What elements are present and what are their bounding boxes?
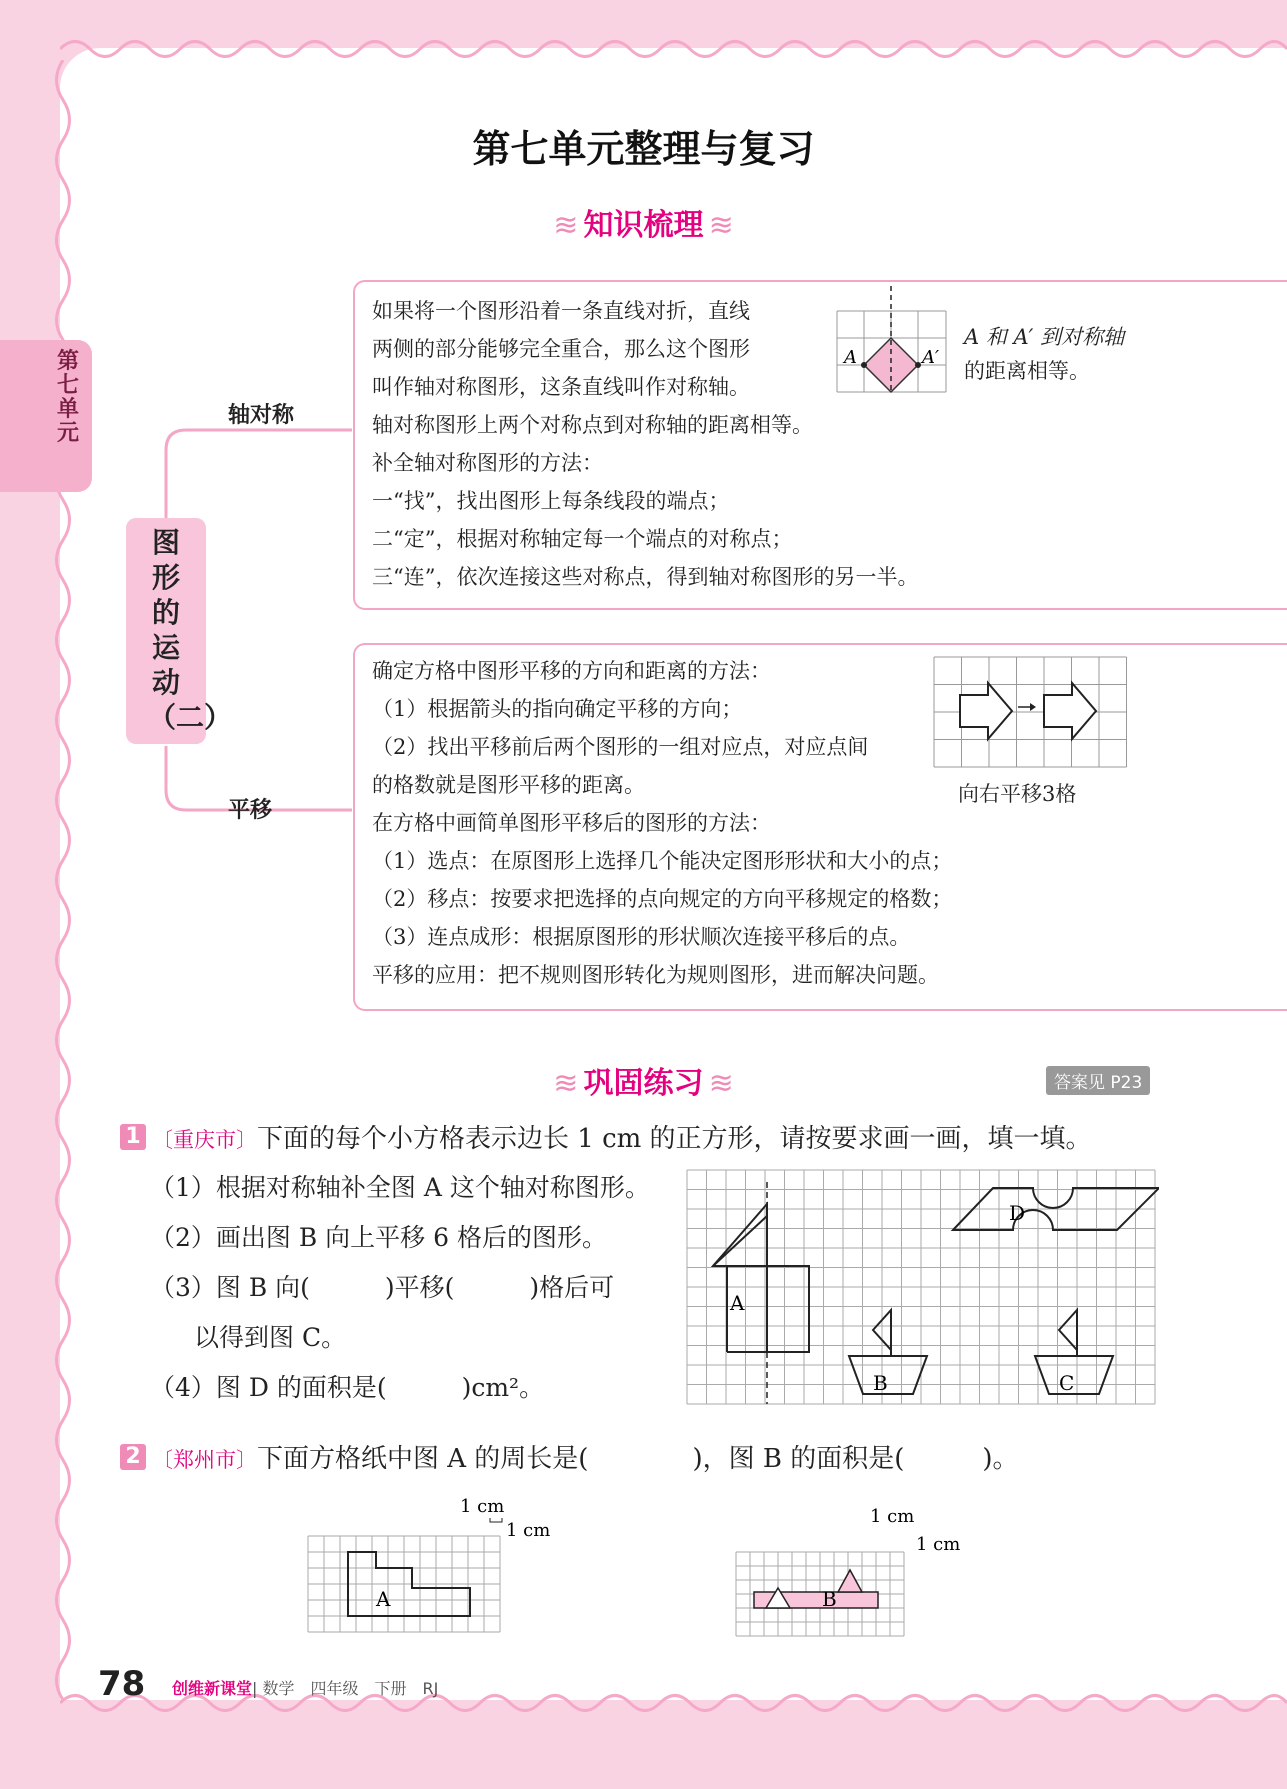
- footer-brand: 创维新课堂: [172, 1679, 253, 1698]
- question-1-number: 1: [120, 1124, 146, 1150]
- kline: （3）连点成形：根据原图形的形状顺次连接平移后的点。: [372, 925, 911, 949]
- q1-sub-4: （4）图 D 的面积是( )cm²。: [150, 1373, 545, 1402]
- q1-sub-1: （1）根据对称轴补全图 A 这个轴对称图形。: [150, 1173, 650, 1202]
- kline: 确定方格中图形平移的方向和距离的方法：: [372, 659, 771, 683]
- kline: 轴对称图形上两个对称点到对称轴的距离相等。: [372, 413, 813, 437]
- question-2-text: 下面方格纸中图 A 的周长是( )，图 B 的面积是( )。: [257, 1444, 1019, 1474]
- q2-grid-b: [730, 1504, 1000, 1642]
- kline: （1）根据箭头的指向确定平移的方向；: [372, 697, 743, 721]
- question-1-city: 〔重庆市〕: [152, 1128, 257, 1152]
- wavy-border-top: [60, 34, 1287, 64]
- unit-side-tab-label: 第七单元: [56, 349, 79, 446]
- kline: 叫作轴对称图形，这条直线叫作对称轴。: [372, 375, 750, 399]
- translation-caption: 向右平移3格: [958, 782, 1077, 806]
- translation-text: [372, 652, 952, 994]
- kline: 平移的应用：把不规则图形转化为规则图形，进而解决问题。: [372, 963, 939, 987]
- q1-figure-a-label: A: [730, 1291, 745, 1315]
- kline: 二“定”，根据对称轴定每一个端点的对称点；: [372, 527, 793, 551]
- branch-axis-label: 轴对称: [228, 403, 295, 428]
- wavy-border-left: [50, 60, 76, 1700]
- q2-unit-side-b: 1 cm: [916, 1534, 961, 1555]
- mindmap-center-label: [126, 525, 233, 735]
- answer-reference-badge: 答案见 P23: [1046, 1066, 1150, 1095]
- practice-heading-label: 巩固练习: [583, 1066, 704, 1101]
- wave-icon: ≋: [708, 1066, 734, 1101]
- wave-icon: ≋: [553, 208, 579, 243]
- kline: 两侧的部分能够完全重合，那么这个图形: [372, 337, 750, 361]
- page-title: 第七单元整理与复习: [472, 127, 815, 171]
- knowledge-heading: [0, 200, 1287, 244]
- q1-figure-d-label: D: [1009, 1201, 1026, 1225]
- kline: 如果将一个图形沿着一条直线对折，直线: [372, 299, 750, 323]
- question-1-stem: [152, 1118, 1092, 1155]
- mindmap-center-text: 图形的运动（二）: [148, 526, 233, 734]
- q2-unit-top-b: 1 cm: [870, 1506, 915, 1527]
- symmetry-note-1: A 和 A′ 到对称轴: [964, 325, 1125, 349]
- branch-translate-label: 平移: [228, 798, 273, 823]
- q2-unit-side-a: 1 cm: [506, 1520, 551, 1541]
- question-2-city: 〔郑州市〕: [152, 1448, 257, 1472]
- page-number: 78: [98, 1664, 146, 1704]
- kline: （1）选点：在原图形上选择几个能决定图形形状和大小的点；: [372, 849, 953, 873]
- q2-figure-b-label: B: [822, 1587, 837, 1611]
- translation-figure: [932, 655, 1128, 771]
- q2-grid-a: [300, 1492, 570, 1642]
- q1-figure-b-label: B: [873, 1371, 888, 1395]
- knowledge-heading-label: 知识梳理: [583, 208, 704, 243]
- point-a-label: A: [844, 347, 857, 368]
- kline: 补全轴对称图形的方法：: [372, 451, 603, 475]
- kline: （2）找出平移前后两个图形的一组对应点，对应点间: [372, 735, 869, 759]
- q1-sub-2: （2）画出图 B 向上平移 6 格后的图形。: [150, 1223, 607, 1252]
- footer-info: [172, 1676, 438, 1699]
- q2-figure-a-label: A: [376, 1587, 391, 1611]
- kline: （2）移点：按要求把选择的点向规定的方向平移规定的格数；: [372, 887, 953, 911]
- question-1-text: 下面的每个小方格表示边长 1 cm 的正方形，请按要求画一画，填一填。: [257, 1124, 1092, 1154]
- wave-icon: ≋: [708, 208, 734, 243]
- wave-icon: ≋: [553, 1066, 579, 1101]
- footer-meta: | 数学 四年级 下册 RJ: [252, 1679, 439, 1698]
- kline: 三“连”，依次连接这些对称点，得到轴对称图形的另一半。: [372, 565, 919, 589]
- kline: 的格数就是图形平移的距离。: [372, 773, 645, 797]
- symmetry-note-2: 的距离相等。: [964, 359, 1090, 383]
- question-2-stem: [152, 1438, 1019, 1475]
- point-a-prime-label: A′: [922, 347, 940, 368]
- question-1-subs: [150, 1163, 650, 1413]
- q1-sub-3b: 以得到图 C。: [194, 1323, 347, 1352]
- q1-figure-c-label: C: [1059, 1371, 1075, 1395]
- question-2-number: 2: [120, 1444, 146, 1470]
- q1-grid-figure: [685, 1168, 1159, 1416]
- kline: 在方格中画简单图形平移后的图形的方法：: [372, 811, 771, 835]
- q1-sub-3: （3）图 B 向( )平移( )格后可: [150, 1273, 615, 1302]
- kline: 一“找”，找出图形上每条线段的端点；: [372, 489, 730, 513]
- q2-unit-top-a: 1 cm: [460, 1496, 505, 1517]
- symmetry-figure: [832, 284, 952, 394]
